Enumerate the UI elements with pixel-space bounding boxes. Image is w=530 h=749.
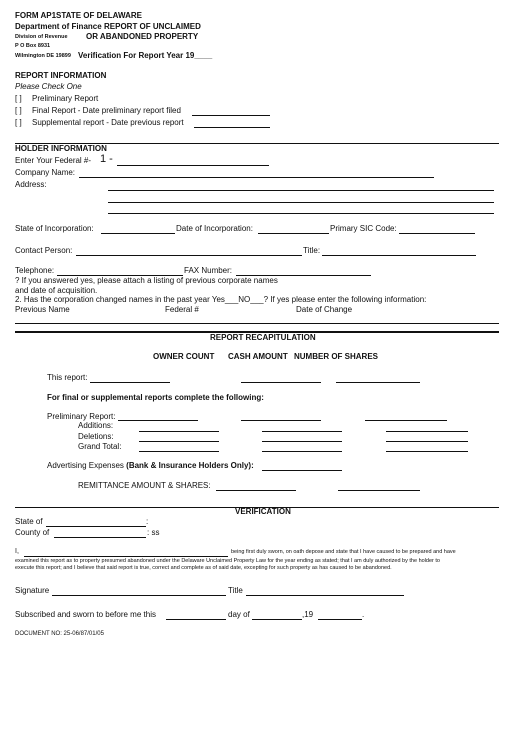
previous-report-date-field[interactable] bbox=[194, 118, 270, 128]
county-of-label: County of bbox=[15, 528, 50, 537]
verification-title-field[interactable] bbox=[246, 586, 404, 596]
sic-code-field[interactable] bbox=[399, 224, 475, 234]
option-final-label: Final Report - Date preliminary report filed bbox=[32, 106, 181, 115]
state-inc-field[interactable] bbox=[101, 224, 175, 234]
deletions-cash-field[interactable] bbox=[262, 432, 342, 442]
oath-line-3: execute this report; and I believe that said report is true, correct and complete as of said date, excepting for such property as has caused to be abandoned. bbox=[15, 565, 392, 571]
additions-shares-field[interactable] bbox=[386, 422, 468, 432]
state-inc-label: State of Incorporation: bbox=[15, 224, 94, 233]
federal-id-prefix: 1 - bbox=[100, 153, 113, 165]
remittance-amount-field[interactable] bbox=[216, 481, 296, 491]
ss-label: : ss bbox=[147, 528, 160, 537]
year-19-label: ,19 bbox=[302, 610, 314, 619]
deletions-label: Deletions: bbox=[78, 432, 114, 441]
cash-amount-header: CASH AMOUNT bbox=[228, 352, 288, 361]
signature-field[interactable] bbox=[52, 586, 226, 596]
advertising-label-note: (Bank & Insurance Holders Only): bbox=[126, 461, 254, 470]
federal-id-field[interactable] bbox=[117, 156, 269, 166]
fax-field[interactable] bbox=[236, 266, 371, 276]
form-title: FORM AP1STATE OF DELAWARE bbox=[15, 11, 142, 20]
grand-total-label: Grand Total: bbox=[78, 442, 122, 451]
address-line-1[interactable] bbox=[108, 181, 494, 191]
this-report-label: This report: bbox=[47, 373, 88, 382]
additions-cash-field[interactable] bbox=[262, 422, 342, 432]
checkbox-preliminary[interactable]: [ ] bbox=[15, 94, 22, 103]
sworn-month-field[interactable] bbox=[252, 610, 302, 620]
option-preliminary-label: Preliminary Report bbox=[32, 94, 99, 103]
prelim-shares-field[interactable] bbox=[365, 411, 447, 421]
deletions-owner-field[interactable] bbox=[139, 432, 219, 442]
telephone-field[interactable] bbox=[57, 266, 183, 276]
contact-person-label: Contact Person: bbox=[15, 246, 73, 255]
prelim-cash-field[interactable] bbox=[241, 411, 321, 421]
remittance-label: REMITTANCE AMOUNT & SHARES: bbox=[78, 481, 211, 490]
telephone-label: Telephone: bbox=[15, 266, 55, 275]
grand-total-owner-field[interactable] bbox=[139, 442, 219, 452]
division-label: Division of Revenue bbox=[15, 34, 68, 40]
sworn-period: . bbox=[362, 610, 365, 619]
this-report-shares-field[interactable] bbox=[336, 373, 420, 383]
prelim-owner-field[interactable] bbox=[118, 411, 198, 421]
remittance-shares-field[interactable] bbox=[338, 481, 420, 491]
company-name-field[interactable] bbox=[79, 168, 434, 178]
verification-title-label: Title bbox=[228, 586, 243, 595]
affiant-label: I, bbox=[15, 548, 19, 555]
owner-count-header: OWNER COUNT bbox=[153, 352, 215, 361]
check-instruction: Please Check One bbox=[15, 82, 82, 91]
date-inc-field[interactable] bbox=[258, 224, 329, 234]
prelim-report-label: Preliminary Report: bbox=[47, 412, 116, 421]
address-label: Address: bbox=[15, 180, 47, 189]
verification-year: Verification For Report Year 19____ bbox=[78, 51, 213, 60]
holder-info-heading: HOLDER INFORMATION bbox=[15, 144, 107, 153]
state-of-label: State of bbox=[15, 517, 43, 526]
checkbox-final[interactable]: [ ] bbox=[15, 106, 22, 115]
shares-header: NUMBER OF SHARES bbox=[294, 352, 379, 361]
grand-total-shares-field[interactable] bbox=[386, 442, 468, 452]
advertising-label-text: Advertising Expenses bbox=[47, 461, 127, 470]
document-number: DOCUMENT NO: 25-06/87/01/05 bbox=[15, 631, 104, 637]
county-of-field[interactable] bbox=[54, 528, 146, 538]
affiant-name-field[interactable] bbox=[24, 547, 228, 557]
report-title-line1: REPORT OF UNCLAIMED bbox=[104, 22, 201, 31]
recap-heading: REPORT RECAPITULATION bbox=[210, 333, 316, 342]
oath-line-1: being first duly sworn, on oath depose and state that I have caused to be prepared and have bbox=[231, 549, 456, 555]
report-title-line2: OR ABANDONED PROPERTY bbox=[86, 32, 199, 41]
question-1-line2: and date of acquisition. bbox=[15, 286, 98, 295]
date-of-change-label: Date of Change bbox=[296, 305, 353, 314]
this-report-cash-field[interactable] bbox=[241, 373, 321, 383]
report-info-heading: REPORT INFORMATION bbox=[15, 71, 107, 80]
final-report-note: For final or supplemental reports complete the following: bbox=[47, 393, 264, 402]
department-label: Department of Finance bbox=[15, 22, 102, 31]
sworn-year-field[interactable] bbox=[318, 610, 365, 620]
previous-name-label: Previous Name bbox=[15, 305, 70, 314]
fax-label: FAX Number: bbox=[184, 266, 233, 275]
title-field[interactable] bbox=[322, 246, 476, 256]
federal-number-label: Federal # bbox=[165, 305, 199, 314]
contact-person-field[interactable] bbox=[76, 246, 302, 256]
option-supplemental-label: Supplemental report - Date previous report bbox=[32, 118, 184, 127]
oath-line-2: examined this report as to property presumed abandoned under the Delaware Unclaimed Property Law for the year ending as stated; that I am duly authorized by the holder to bbox=[15, 558, 440, 564]
federal-id-label: Enter Your Federal #- bbox=[15, 156, 92, 165]
subscribed-label: Subscribed and sworn to before me this bbox=[15, 610, 156, 619]
previous-name-entry-2[interactable] bbox=[15, 322, 499, 332]
day-of-label: day of bbox=[228, 610, 250, 619]
company-name-label: Company Name: bbox=[15, 168, 76, 177]
address-line-2[interactable] bbox=[108, 193, 494, 203]
this-report-owner-field[interactable] bbox=[90, 373, 170, 383]
question-1-line1: ? If you answered yes, please attach a listing of previous corporate names bbox=[15, 276, 278, 285]
advertising-amount-field[interactable] bbox=[262, 461, 342, 471]
final-date-field[interactable] bbox=[192, 106, 270, 116]
additions-owner-field[interactable] bbox=[139, 422, 219, 432]
city-address: Wilmington DE 19899 bbox=[15, 53, 71, 59]
verification-heading: VERIFICATION bbox=[235, 507, 291, 516]
additions-label: Additions: bbox=[78, 421, 114, 430]
state-of-colon: : bbox=[146, 517, 149, 526]
checkbox-supplemental[interactable]: [ ] bbox=[15, 118, 22, 127]
po-box: P O Box 8931 bbox=[15, 43, 51, 49]
deletions-shares-field[interactable] bbox=[386, 432, 468, 442]
question-2: 2. Has the corporation changed names in the past year Yes___NO___? If yes please enter the following information: bbox=[15, 295, 427, 304]
sic-code-label: Primary SIC Code: bbox=[330, 224, 397, 233]
sworn-day-field[interactable] bbox=[166, 610, 226, 620]
state-of-field[interactable] bbox=[46, 517, 149, 527]
advertising-label bbox=[47, 461, 254, 470]
date-inc-label: Date of Incorporation: bbox=[176, 224, 253, 233]
address-line-3[interactable] bbox=[108, 204, 494, 214]
title-label: Title: bbox=[303, 246, 321, 255]
grand-total-cash-field[interactable] bbox=[262, 442, 342, 452]
signature-label: Signature bbox=[15, 586, 50, 595]
